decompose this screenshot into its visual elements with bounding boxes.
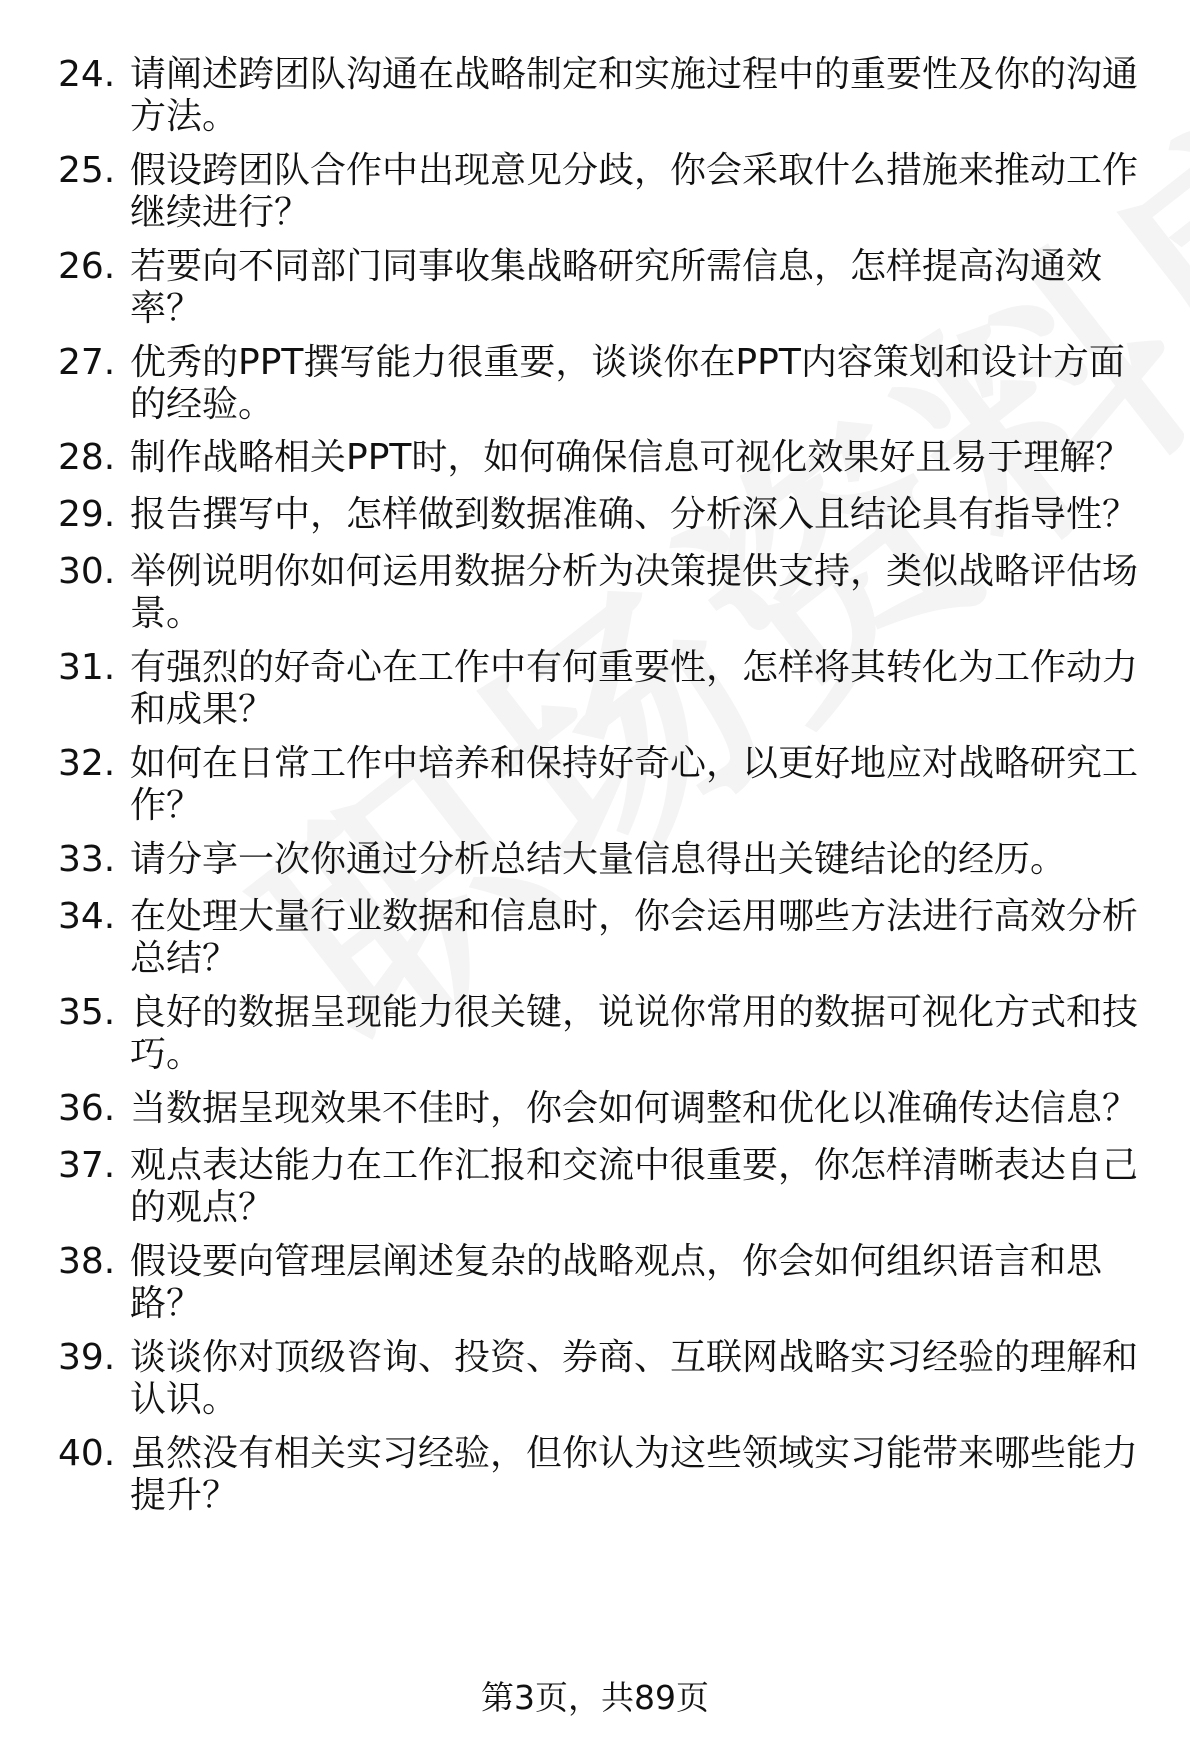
- question-number: 25.: [58, 150, 116, 191]
- question-number: 27.: [58, 342, 116, 383]
- question-text: 请分享一次你通过分析总结大量信息得出关键结论的经历。: [130, 839, 1067, 880]
- question-text: 若要向不同部门同事收集战略研究所需信息，怎样提高沟通效率？: [130, 246, 1103, 329]
- question-number: 26.: [58, 246, 116, 287]
- question-number: 36.: [58, 1088, 116, 1129]
- question-number: 39.: [58, 1337, 116, 1378]
- question-text: 假设跨团队合作中出现意见分歧，你会采取什么措施来推动工作继续进行？: [130, 150, 1139, 233]
- question-text: 报告撰写中，怎样做到数据准确、分析深入且结论具有指导性？: [130, 494, 1139, 535]
- question-number: 28.: [58, 437, 116, 478]
- question-text: 有强烈的好奇心在工作中有何重要性，怎样将其转化为工作动力和成果？: [130, 647, 1139, 730]
- question-number: 32.: [58, 743, 116, 784]
- question-text: 观点表达能力在工作汇报和交流中很重要，你怎样清晰表达自己的观点？: [130, 1145, 1139, 1228]
- question-text: 举例说明你如何运用数据分析为决策提供支持，类似战略评估场景。: [130, 551, 1139, 634]
- question-text: 优秀的PPT撰写能力很重要，谈谈你在PPT内容策划和设计方面的经验。: [130, 342, 1125, 425]
- question-text: 良好的数据呈现能力很关键，说说你常用的数据可视化方式和技巧。: [130, 992, 1139, 1075]
- page-footer: 第3页，共89页: [481, 1678, 709, 1717]
- question-text: 请阐述跨团队沟通在战略制定和实施过程中的重要性及你的沟通方法。: [130, 54, 1139, 137]
- question-text: 如何在日常工作中培养和保持好奇心，以更好地应对战略研究工作？: [130, 743, 1139, 826]
- question-text: 当数据呈现效果不佳时，你会如何调整和优化以准确传达信息？: [130, 1088, 1139, 1129]
- question-number: 30.: [58, 551, 116, 592]
- question-number: 29.: [58, 494, 116, 535]
- question-number: 31.: [58, 647, 116, 688]
- question-number: 33.: [58, 839, 116, 880]
- question-number: 35.: [58, 992, 116, 1033]
- question-number: 34.: [58, 896, 116, 937]
- question-number: 37.: [58, 1145, 116, 1186]
- question-text: 虽然没有相关实习经验，但你认为这些领域实习能带来哪些能力提升？: [130, 1433, 1139, 1516]
- question-text: 制作战略相关PPT时，如何确保信息可视化效果好且易于理解？: [130, 437, 1132, 478]
- question-text: 假设要向管理层阐述复杂的战略观点，你会如何组织语言和思路？: [130, 1241, 1103, 1324]
- question-text: 谈谈你对顶级咨询、投资、券商、互联网战略实习经验的理解和认识。: [130, 1337, 1139, 1420]
- question-number: 40.: [58, 1433, 116, 1474]
- question-number: 24.: [58, 54, 116, 95]
- question-number: 38.: [58, 1241, 116, 1282]
- question-text: 在处理大量行业数据和信息时，你会运用哪些方法进行高效分析总结？: [130, 896, 1139, 979]
